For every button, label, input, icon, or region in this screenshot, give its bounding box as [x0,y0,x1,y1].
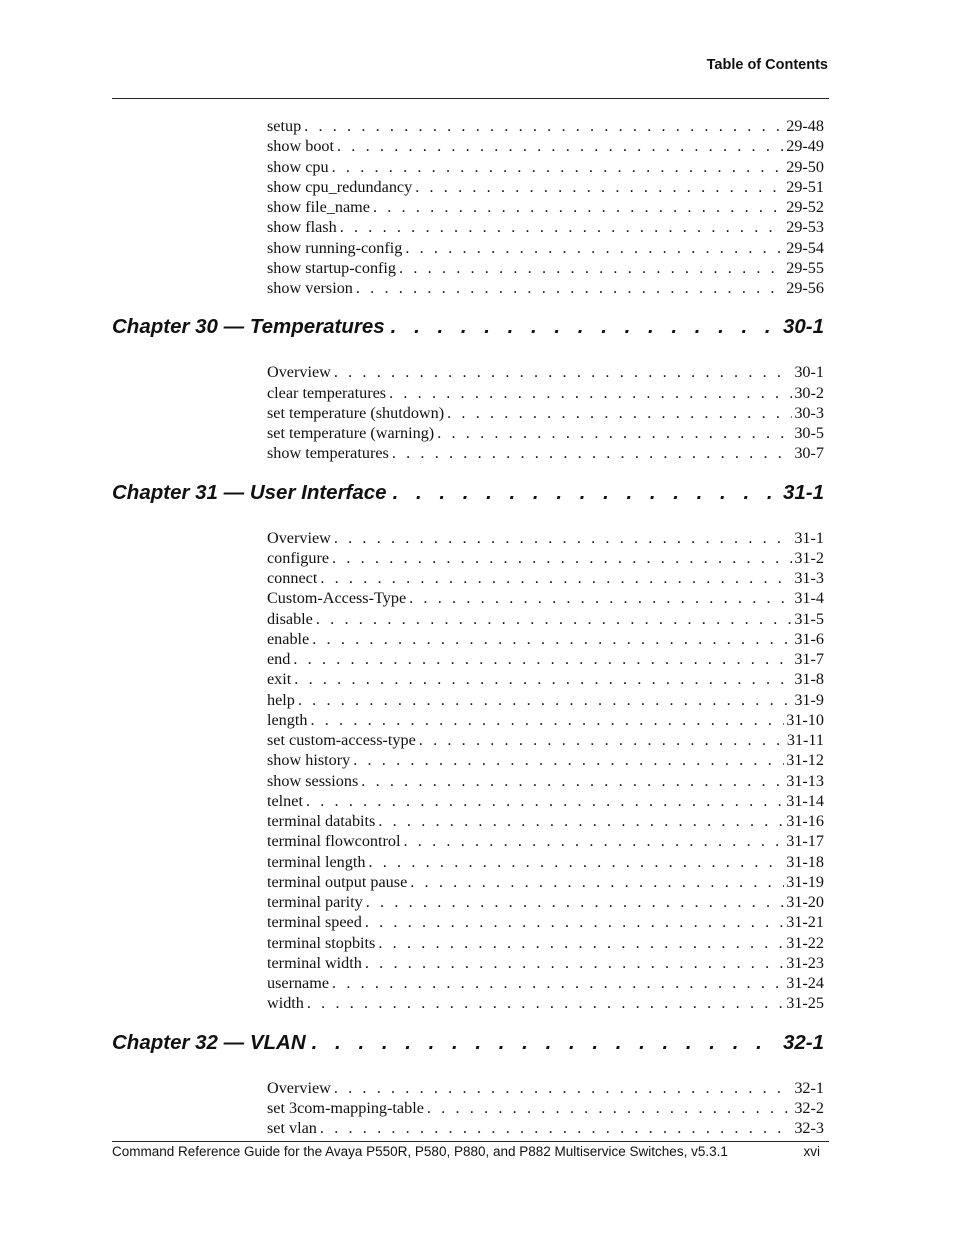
toc-entry-title: set temperature (warning) [267,424,435,442]
toc-leader-dots [368,852,784,872]
toc-leader-dots [312,1029,779,1057]
toc-entry[interactable] [267,1078,824,1098]
toc-entry-page: 29-50 [786,157,824,176]
toc-leader-dots [415,177,784,197]
toc-entry[interactable] [267,730,824,750]
toc-entry-title: show file_name [267,198,370,216]
toc-entry[interactable] [267,217,824,237]
toc-entry-title: show cpu_redundancy [267,177,413,196]
toc-leader-dots [293,649,792,669]
toc-entry[interactable] [267,750,824,770]
toc-entry-title: show history [267,751,351,770]
toc-entry[interactable] [267,403,824,423]
toc-entry-title: set vlan [267,1119,317,1137]
toc-entry-title: length [267,710,308,729]
toc-entry[interactable] [267,1098,824,1118]
toc-entry-title: terminal flowcontrol [267,832,401,851]
toc-entry[interactable] [267,892,824,912]
toc-leader-dots [316,609,792,629]
toc-leader-dots [353,750,784,770]
toc-entry[interactable] [267,177,824,197]
toc-entry[interactable] [267,669,824,689]
toc-entry[interactable] [267,912,824,932]
toc-entry-page: 31-21 [786,913,824,932]
toc-entry[interactable] [267,973,824,993]
toc-entry-title: terminal speed [267,913,362,932]
toc-entry-title: show boot [267,137,335,156]
toc-chapter-page: 31-1 [782,480,824,504]
toc-entry-page: 31-23 [786,953,824,972]
toc-entry-title: terminal length [267,852,366,871]
toc-leader-dots [366,892,784,912]
toc-entry[interactable] [267,136,824,156]
toc-entry[interactable] [267,629,824,649]
running-header-title: Table of Contents [706,57,828,73]
toc-entry-page: 31-20 [786,893,824,911]
toc-entry[interactable] [267,443,824,463]
toc-entry-title: terminal databits [267,812,376,830]
toc-leader-dots [304,116,784,136]
toc-entry-title: setup [267,117,302,135]
toc-leader-dots [399,258,784,278]
toc-leader-dots [378,933,784,953]
toc-leader-dots [306,791,784,811]
toc-entry-title: show startup-config [267,258,397,277]
toc-entry[interactable] [267,953,824,973]
toc-entry-page: 31-3 [794,569,824,587]
toc-entry-page: 31-11 [786,731,824,749]
toc-entry-title: configure [267,548,330,567]
toc-entry-title: clear temperatures [267,383,387,402]
toc-chapter-title: Chapter 31 — User Interface [112,480,387,504]
toc-entry-page: 31-9 [794,690,824,709]
footer-document-title: Command Reference Guide for the Avaya P550R, P580, P880, and P882 Multiservice Switches, v5.3.1 [112,1144,728,1159]
toc-leader-dots [320,1118,792,1138]
toc-entry-title: show version [267,279,353,297]
toc-leader-dots [447,403,792,423]
toc-entry-page: 29-56 [786,279,824,297]
toc-entry-page: 32-1 [794,1078,824,1097]
toc-entry-title: show temperatures [267,444,389,463]
toc-entry-title: terminal parity [267,893,363,911]
toc-leader-dots [378,811,784,831]
toc-entry[interactable] [267,238,824,258]
toc-entry[interactable] [267,710,824,730]
toc-entry-page: 29-52 [786,198,824,216]
toc-entry-page: 29-51 [786,177,824,196]
toc-entry-title: telnet [267,791,303,810]
toc-leader-dots [332,973,784,993]
toc-entry-page: 29-54 [786,238,824,257]
toc-leader-dots [427,1098,792,1118]
toc-entry[interactable] [267,278,824,298]
toc-entry-page: 31-8 [794,670,824,689]
toc-entry[interactable] [267,609,824,629]
toc-entry-title: Overview [267,528,331,547]
toc-leader-dots [356,278,784,298]
toc-leader-dots [340,217,785,237]
toc-entry[interactable] [267,690,824,710]
toc-entry-title: Custom-Access-Type [267,589,407,608]
toc-entry-title: show sessions [267,771,359,790]
toc-entry-page: 31-7 [794,650,824,668]
toc-leader-dots [332,157,785,177]
toc-entry[interactable] [267,528,824,548]
toc-entry-page: 29-55 [786,258,824,277]
toc-entry-page: 29-53 [786,218,824,237]
toc-entry-page: 31-18 [786,852,824,871]
toc-leader-dots [332,548,792,568]
toc-leader-dots [392,443,793,463]
toc-entry-title: exit [267,670,292,689]
toc-leader-dots [389,383,792,403]
toc-chapter-heading[interactable] [112,1029,824,1057]
toc-entry-page: 31-14 [786,791,824,810]
toc-leader-dots [365,912,784,932]
toc-chapter-heading[interactable] [112,313,824,341]
toc-entry-page: 31-12 [786,751,824,770]
toc-entry[interactable] [267,548,824,568]
toc-entry[interactable] [267,157,824,177]
toc-entry[interactable] [267,811,824,831]
toc-entry-title: terminal width [267,953,362,972]
toc-leader-dots [361,771,784,791]
toc-entry-page: 31-10 [786,710,824,729]
toc-leader-dots [391,313,779,341]
toc-entry[interactable] [267,383,824,403]
toc-entry[interactable] [267,852,824,872]
toc-entry[interactable] [267,423,824,443]
toc-leader-dots [409,588,792,608]
toc-entry[interactable] [267,258,824,278]
toc-entry-page: 31-13 [786,771,824,790]
toc-entry-title: help [267,690,295,709]
toc-entry-title: show cpu [267,157,329,176]
toc-entry-title: terminal output pause [267,872,408,891]
toc-entry-page: 31-17 [786,832,824,851]
toc-entry-page: 29-49 [786,137,824,156]
toc-entry-page: 31-16 [786,812,824,830]
toc-chapter-page: 30-1 [782,315,824,339]
toc-entry-title: show flash [267,218,337,237]
toc-entry-title: username [267,974,330,992]
toc-entry[interactable] [267,568,824,588]
toc-entry-title: enable [267,629,310,648]
header-rule [112,98,829,99]
toc-leader-dots [312,629,792,649]
toc-entry[interactable] [267,791,824,811]
toc-entry-page: 29-48 [786,117,824,135]
toc-entry-page: 32-2 [794,1098,824,1117]
toc-entry-title: disable [267,609,313,628]
toc-leader-dots [334,528,793,548]
toc-entry[interactable] [267,197,824,217]
toc-chapter-page: 32-1 [782,1030,824,1054]
toc-entry-page: 30-1 [794,363,824,382]
toc-leader-dots [294,669,792,689]
toc-entry[interactable] [267,588,824,608]
toc-leader-dots [404,831,785,851]
toc-entry-title: Overview [267,363,331,382]
toc-entry-title: width [267,994,304,1013]
toc-leader-dots [405,238,784,258]
toc-entry[interactable] [267,116,824,136]
toc-leader-dots [334,1078,793,1098]
toc-entry[interactable] [267,1118,824,1138]
toc-chapter-title: Chapter 30 — Temperatures [112,315,385,339]
toc-entry-title: Overview [267,1078,331,1097]
toc-entry-page: 31-19 [786,872,824,891]
toc-entry-title: set 3com-mapping-table [267,1098,424,1117]
toc-entry-page: 31-24 [786,974,824,992]
toc-entry-title: show running-config [267,238,403,257]
toc-chapter-title: Chapter 32 — VLAN [112,1030,306,1054]
toc-entry-page: 30-7 [794,444,824,463]
toc-leader-dots [419,730,785,750]
toc-entry-title: connect [267,569,318,587]
toc-entry-page: 30-3 [794,403,824,422]
toc-entry-page: 31-22 [786,933,824,952]
toc-entry-page: 31-1 [794,528,824,547]
toc-entry-page: 31-2 [794,548,824,567]
toc-leader-dots [307,993,784,1013]
toc-entry-page: 30-2 [794,383,824,402]
toc-entry[interactable] [267,872,824,892]
toc-entry-page: 32-3 [794,1119,824,1137]
toc-entry-title: set temperature (shutdown) [267,403,445,422]
toc-entry[interactable] [267,362,824,382]
toc-entry-page: 31-5 [794,609,824,628]
toc-leader-dots [373,197,784,217]
toc-entry-page: 31-4 [794,589,824,608]
toc-leader-dots [393,479,779,507]
toc-entry[interactable] [267,831,824,851]
toc-entry-page: 31-25 [786,994,824,1013]
footer-page-number: xvi [803,1144,820,1159]
toc-leader-dots [334,362,793,382]
toc-entry-title: terminal stopbits [267,933,376,952]
toc-leader-dots [320,568,792,588]
toc-entry-title: set custom-access-type [267,731,416,749]
toc-leader-dots [310,710,784,730]
toc-chapter-heading[interactable] [112,479,824,507]
toc-leader-dots [365,953,784,973]
toc-leader-dots [337,136,784,156]
toc-leader-dots [410,872,784,892]
toc-entry-title: end [267,650,291,668]
toc-entry[interactable] [267,649,824,669]
toc-entry-page: 31-6 [794,629,824,648]
toc-entry-page: 30-5 [794,424,824,442]
toc-entry[interactable] [267,933,824,953]
toc-entry[interactable] [267,993,824,1013]
toc-leader-dots [298,690,792,710]
toc-entry[interactable] [267,771,824,791]
footer-rule [112,1141,829,1142]
toc-leader-dots [437,423,792,443]
